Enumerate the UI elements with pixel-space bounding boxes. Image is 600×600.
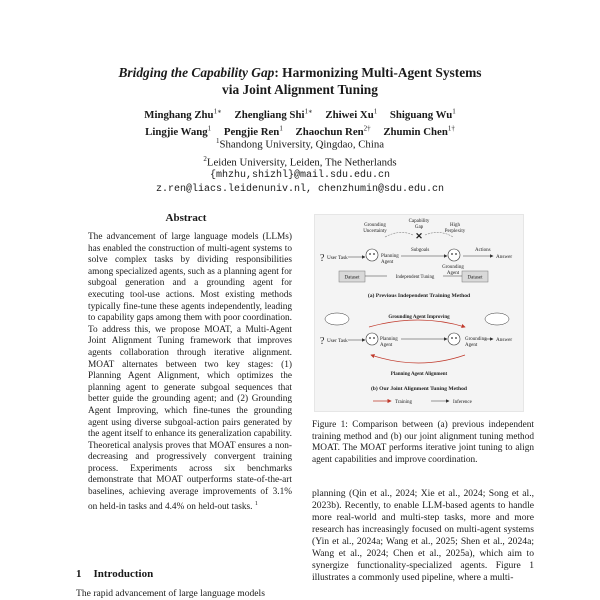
affiliation-2: $^2$Leiden University, Leiden, The Netherlands bbox=[203, 154, 397, 169]
figure-diagram bbox=[315, 215, 523, 411]
legend-inference-label: Inference bbox=[453, 400, 472, 405]
intro-first-line: The rapid advancement of large language models bbox=[76, 588, 265, 599]
author: Minghang Zhu$^{1∗}$ bbox=[144, 107, 222, 121]
author: Pengjie Ren$^1$ bbox=[223, 124, 283, 139]
planning-agent-a-2: Agent bbox=[381, 260, 394, 265]
title-emphasis: Bridging the Capability Gap bbox=[118, 65, 275, 80]
author: Lingjie Wang$^1$ bbox=[145, 124, 212, 139]
planning-agent-a-1: Planning bbox=[381, 254, 399, 259]
arrow-alignment bbox=[371, 355, 465, 363]
abstract-heading: Abstract bbox=[165, 212, 207, 224]
user-question-icon: ? bbox=[320, 253, 325, 264]
title-rest: : Harmonizing Multi-Agent Systems bbox=[274, 65, 482, 80]
robot-grounding-icon-b bbox=[448, 333, 460, 345]
section-number: 1 bbox=[76, 568, 82, 580]
footnote-mark: 1 bbox=[254, 500, 258, 507]
answer-a: Answer bbox=[496, 254, 513, 260]
planning-agent-b-2: Agent bbox=[380, 343, 393, 348]
cloud-icon-left bbox=[325, 313, 349, 325]
section-heading bbox=[76, 568, 296, 580]
label-high-perplexity-1: High bbox=[450, 223, 460, 228]
figure-caption: Figure 1: Comparison between (a) previous independent training method and (b) our joint alignment tuning method MOAT. The MOAT performs iterative joint tuning to align agent capabilities and improve coordination. bbox=[312, 420, 534, 465]
arrow-improving bbox=[369, 320, 465, 327]
abstract-text: The advancement of large language models (LLMs) has enabled the construction of multi-agent systems to solve complex tasks by dividing responsibilities among specialized agents, such as a planning agent for subgoal generation and a grounding agent for executing tool-use actions. Most existing methods typically fine-tune these agents independently, leading to capability gaps among them with poor coordination. To address this, we propose MOAT, a Multi-Agent Joint Alignment Tuning framework that improves agents collaboration through iterative alignment. MOAT alternates between two key stages: (1) Planning Agent Alignment, which optimizes the planning agent to generate subgoal sequences that better guide the grounding agent; and (2) Grounding Agent Improving, which fine-tunes the grounding agent using diverse subgoal-action pairs generated by the agent itself to enhance its generalization capability. Theoretical analysis proves that MOAT ensures a non-decreasing and progressively convergent training process. Experiments across six benchmarks demonstrate that MOAT outperforms state-of-the-art baselines, achieving average improvements of 3.1% on held-in tasks and 4.4% on held-out tasks. bbox=[88, 232, 292, 512]
user-task-b: User Task bbox=[327, 338, 348, 344]
legend-training-label: Training bbox=[395, 400, 413, 405]
affiliation-1: $^1$Shandong University, Qingdao, China bbox=[215, 137, 385, 151]
label-grounding-uncertainty-2: Uncertainty bbox=[363, 229, 387, 234]
grounding-agent-b-2: Agent bbox=[465, 343, 478, 348]
author: Zhaochun Ren$^{2\dagger}$ bbox=[295, 124, 371, 139]
author: Zhiwei Xu$^1$ bbox=[325, 107, 378, 121]
gap-line-left bbox=[385, 232, 413, 237]
planning-agent-b-1: Planning bbox=[380, 337, 398, 342]
subgoals-label: Subgoals bbox=[411, 248, 430, 253]
user-task-a: User Task bbox=[327, 255, 348, 261]
label-high-perplexity-2: Perplexity bbox=[444, 229, 466, 234]
subtitle-a: (a) Previous Independent Training Method bbox=[367, 293, 471, 299]
robot-planning-icon-b bbox=[366, 333, 378, 345]
author: Zhumin Chen$^{1\dagger}$ bbox=[383, 124, 455, 139]
dataset-right-label: Dataset bbox=[467, 275, 483, 281]
grounding-agent-a-2: Agent bbox=[446, 271, 460, 276]
dataset-left-label: Dataset bbox=[344, 275, 360, 281]
independent-tuning-label: Independent Tuning bbox=[395, 275, 435, 280]
section-title: Introduction bbox=[93, 568, 154, 580]
author: Shiguang Wu$^1$ bbox=[389, 107, 456, 121]
label-capability-gap-2: Gap bbox=[414, 225, 424, 230]
paper-title bbox=[40, 64, 560, 98]
email-line-2: z.ren@liacs.leidenuniv.nl, chenzhumin@sdu.edu.cn bbox=[155, 184, 445, 196]
right-column-text: planning (Qin et al., 2024; Xie et al., 2024; Song et al., 2023b). Recently, to enable LLM-based agents to handle more real-world and multi-step tasks, more and more research has increasingly focused on multi-agent systems (Yin et al., 2024a; Wang et al., 2025; Shen et al., 2024a; Wang et al., 2024; Chen et al., 2025a), which aim to synergize functionality-specialized agents. Figure 1 illustrates a commonly used pipeline, where a multi- bbox=[312, 488, 534, 583]
actions-label: Actions bbox=[475, 248, 491, 253]
capability-gap-x-icon: ✕ bbox=[415, 231, 423, 241]
label-grounding-uncertainty-1: Grounding bbox=[364, 223, 386, 228]
grounding-agent-b-1: Grounding bbox=[465, 337, 487, 342]
abstract-body bbox=[88, 232, 292, 513]
author: Zhengliang Shi$^{1∗}$ bbox=[234, 107, 313, 121]
label-capability-gap-1: Capability bbox=[408, 219, 430, 224]
grounding-improving-label: Grounding Agent Improving bbox=[388, 315, 450, 320]
email-line-1: {mhzhu,shizhl}@mail.sdu.edu.cn bbox=[209, 170, 391, 182]
answer-b: Answer bbox=[496, 337, 513, 343]
subtitle-b: (b) Our Joint Alignment Tuning Method bbox=[370, 386, 468, 392]
robot-planning-icon-a bbox=[366, 249, 378, 261]
user-question-icon-b: ? bbox=[320, 336, 325, 347]
grounding-agent-a-1: Grounding bbox=[442, 265, 464, 270]
planning-alignment-label: Planning Agent Alignment bbox=[390, 372, 448, 377]
robot-grounding-icon-a bbox=[448, 249, 460, 261]
cloud-icon-right bbox=[485, 313, 509, 325]
figure-1 bbox=[314, 214, 524, 412]
affiliations bbox=[40, 134, 560, 197]
title-line2: via Joint Alignment Tuning bbox=[222, 82, 378, 97]
